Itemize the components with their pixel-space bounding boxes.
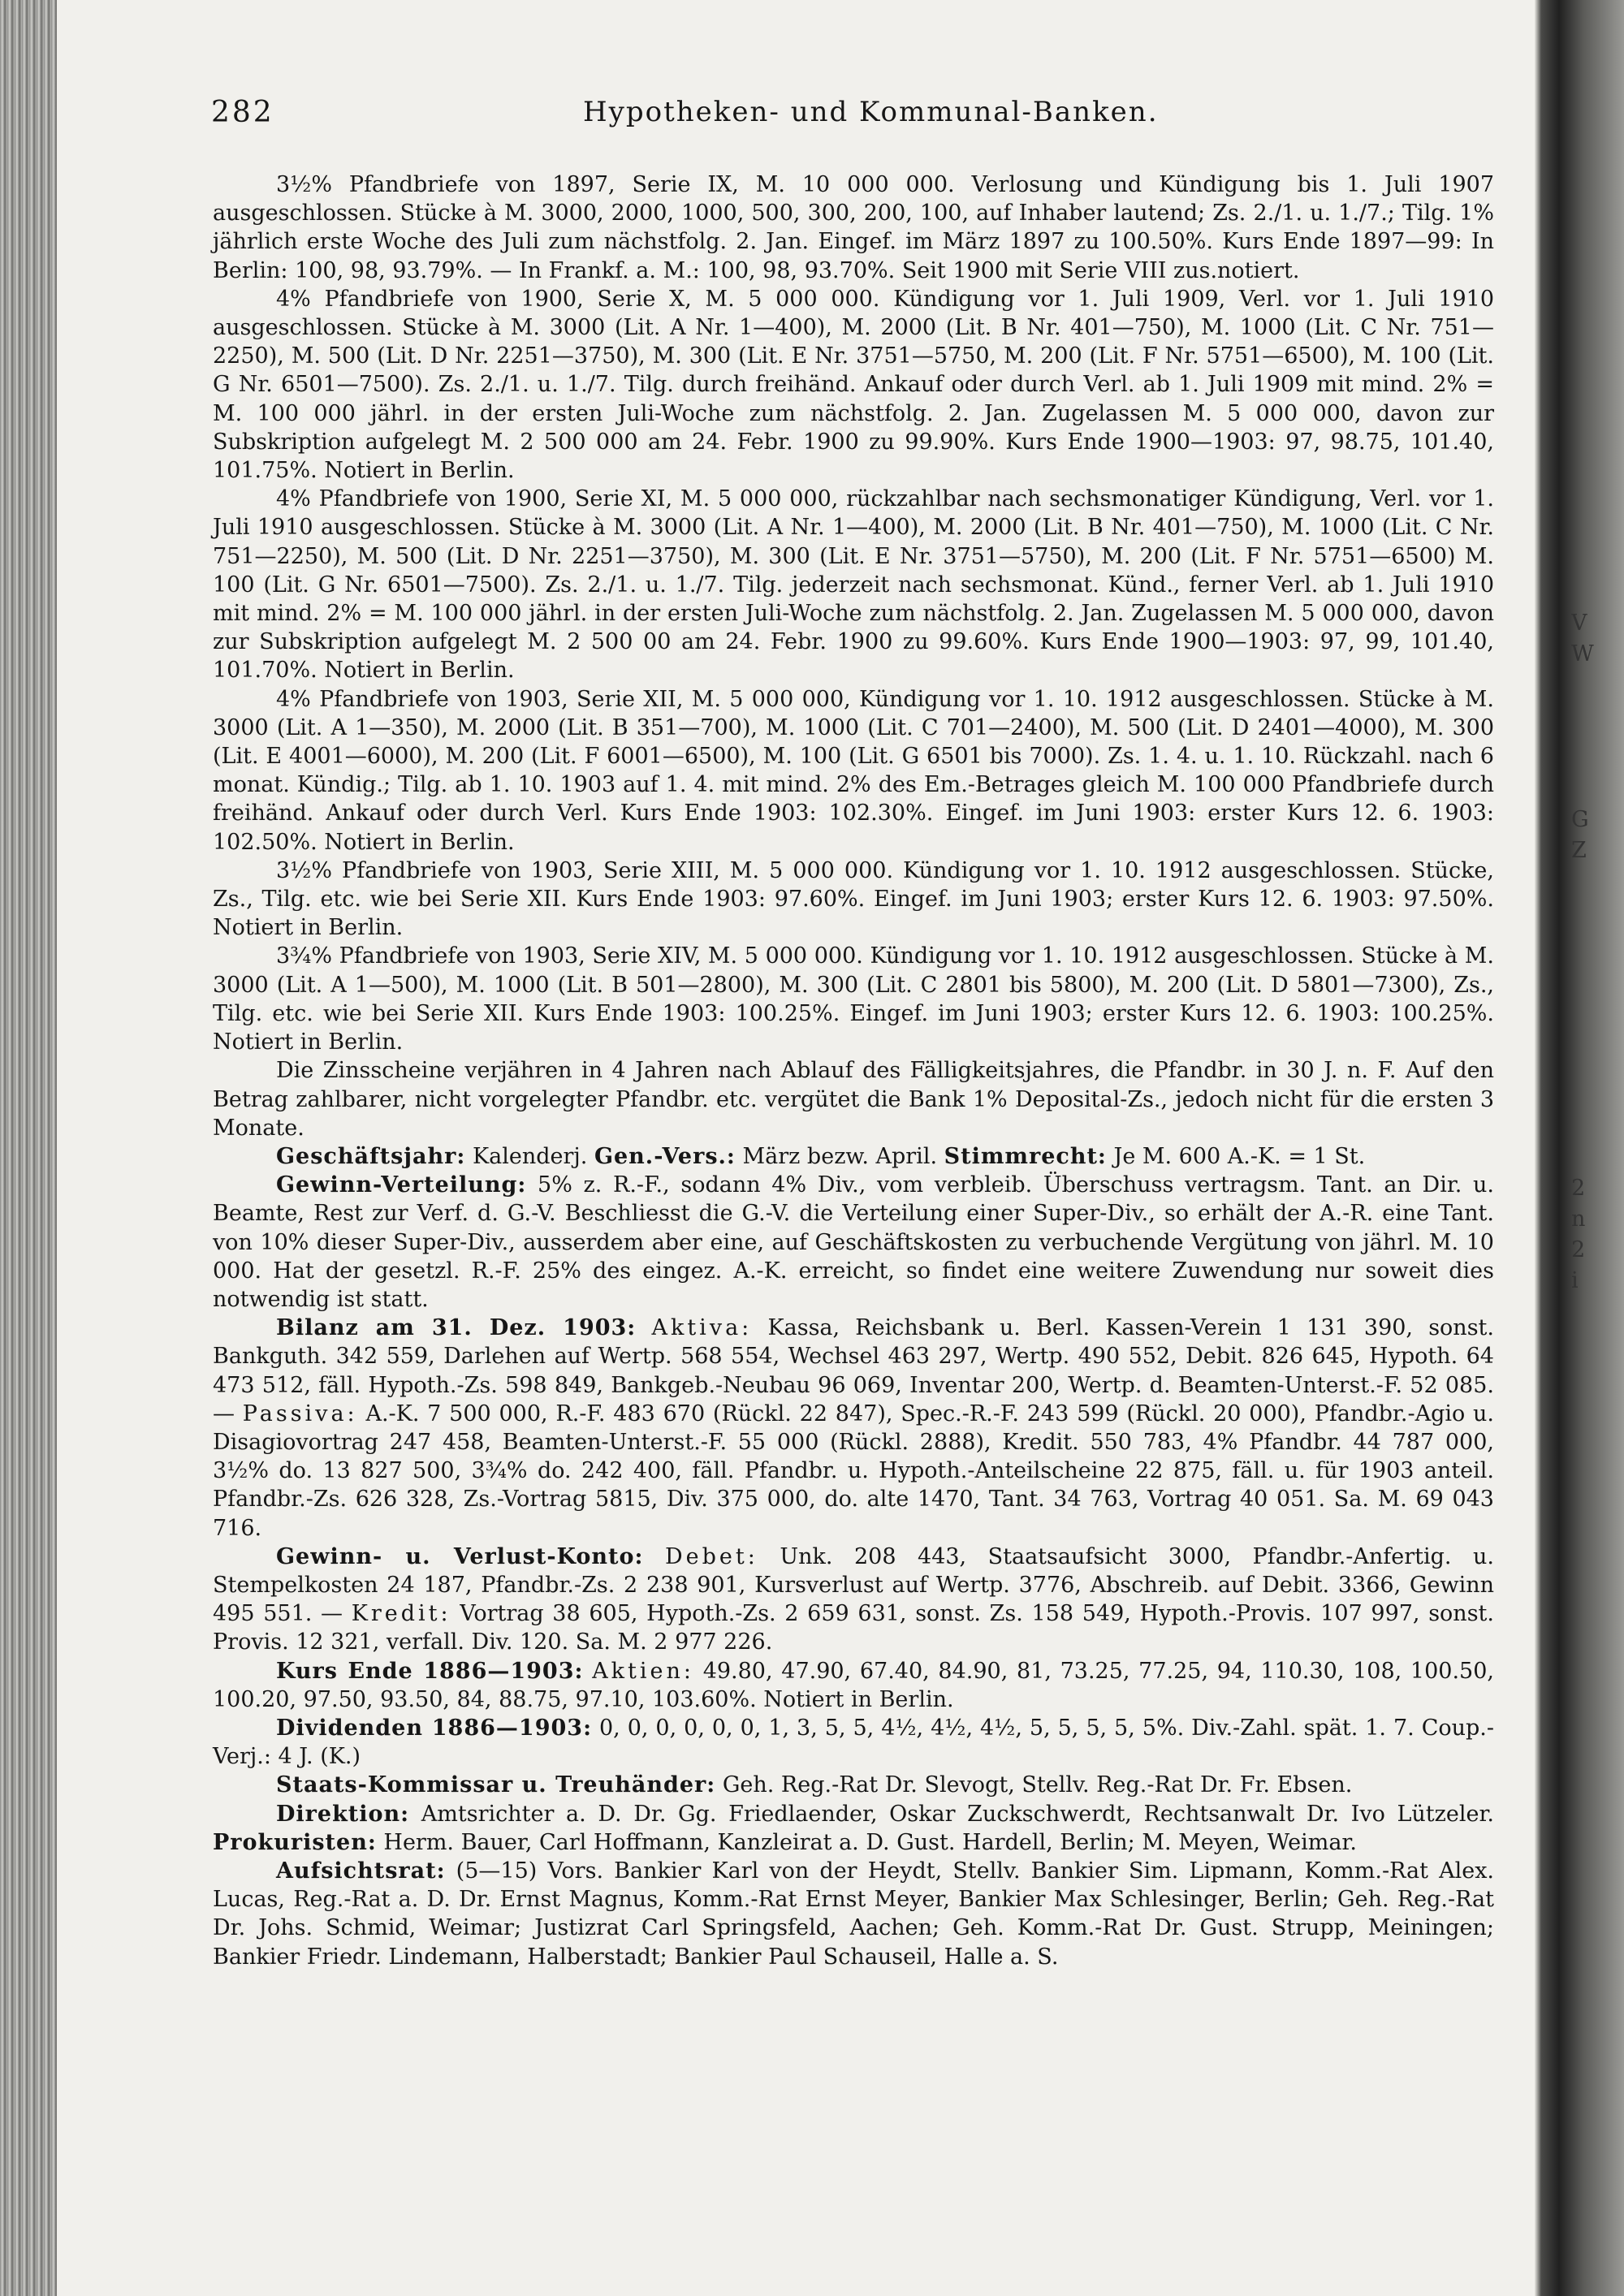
- paragraph: [213, 1714, 1494, 1771]
- paragraph: [213, 1800, 1494, 1857]
- text-run: 5% z. R.-F., sodann 4% Div., vom verbleib. Überschuss vertragsm. Tant. an Dir. u. Beamte, Rest zur Verf. d. G.-V. Beschliesst die G.-V. die Verteilung einer Super-Div., so erhält der A.-R. eine Tant. von 10% dieser Super-Div., ausserdem aber eine, auf Geschäftskosten zu verbuchende Vergütung von jährl. M. 10 000. Hat der gesetzl. R.-F. 25% des eingez. A.-K. erreicht, so findet eine weitere Zuwendung nur soweit dies notwendig ist statt.: [213, 1172, 1494, 1312]
- paragraph: [213, 1543, 1494, 1657]
- text-run: 49.80, 47.90, 67.40, 84.90, 81, 73.25, 77.25, 94, 110.30, 108, 100.50, 100.20, 97.50, 93.50, 84, 88.75, 97.10, 103.60%. Notiert in Berlin.: [213, 1658, 1494, 1712]
- spaced-label: Kredit:: [351, 1601, 451, 1627]
- paragraph: [213, 1771, 1494, 1799]
- section-label: Staats-Kommissar u. Treuhänder:: [276, 1772, 716, 1798]
- margin-fragment: G: [1571, 807, 1591, 832]
- text-run: [583, 1659, 592, 1684]
- running-title: Hypotheken- und Kommunal-Banken.: [583, 96, 1159, 128]
- spaced-label: Debet:: [665, 1543, 758, 1569]
- margin-fragment: n: [1571, 1206, 1587, 1232]
- text-run: Amtsrichter a. D. Dr. Gg. Friedlaender, Oskar Zuckschwerdt, Rechtsanwalt Dr. Ivo Lützeler.: [409, 1801, 1494, 1827]
- text-run: März bezw. April.: [735, 1143, 944, 1169]
- paragraph: 3¾% Pfandbriefe von 1903, Serie XIV, M. 5 000 000. Kündigung vor 1. 10. 1912 ausgeschlossen. Stücke à M. 3000 (Lit. A 1—500), M. 1000 (Lit. B 501—2800), M. 300 (Lit. C 2801 bis 5800), M. 200 (Lit. D 5801—7300), Zs., Tilg. etc. wie bei Serie XII. Kurs Ende 1903: 100.25%. Eingef. im Juni 1903; erster Kurs 12. 6. 1903: 100.25%. Notiert in Berlin.: [213, 943, 1494, 1055]
- page-number: 282: [211, 96, 274, 129]
- section-label: Prokuristen:: [213, 1829, 377, 1855]
- text-run: Herm. Bauer, Carl Hoffmann, Kanzleirat a. D. Gust. Hardell, Berlin; M. Meyen, Weimar.: [376, 1829, 1357, 1855]
- section-label: Aufsichtsrat:: [276, 1858, 446, 1884]
- text-run: A.-K. 7 500 000, R.-F. 483 670 (Rückl. 22 847), Spec.-R.-F. 243 599 (Rückl. 20 000), Pfandbr.-Agio u. Disagiovortrag 247 458, Beamten-Unterst.-F. 55 000 (Rückl. 2888), Kredit. 550 783, 4% Pfandbr. 44 787 000, 3½% do. 13 827 500, 3¾% do. 242 400, fäll. Pfandbr. u. Hypoth.-Anteilscheine 22 875, fäll. u. für 1903 anteil. Pfandbr.-Zs. 626 328, Zs.-Vortrag 5815, Div. 375 000, do. alte 1470, Tant. 34 763, Vortrag 40 051. Sa. M. 69 043 716.: [213, 1400, 1494, 1541]
- paragraph: [213, 1857, 1494, 1971]
- text-run: 0, 0, 0, 0, 0, 0, 1, 3, 5, 5, 4½, 4½, 4½, 5, 5, 5, 5, 5%. Div.-Zahl. spät. 1. 7. Coup.-Verj.: 4 J. (K.): [213, 1715, 1494, 1770]
- margin-fragment: W: [1571, 641, 1596, 667]
- body-text: [213, 170, 1494, 1971]
- paragraph: 4% Pfandbriefe von 1900, Serie X, M. 5 000 000. Kündigung vor 1. Juli 1909, Verl. vor 1. Juli 1910 ausgeschlossen. Stücke à M. 3000 (Lit. A Nr. 1—400), M. 2000 (Lit. B Nr. 401—750), M. 1000 (Lit. C Nr. 751—2250), M. 500 (Lit. D Nr. 2251—3750), M. 300 (Lit. E Nr. 3751—5750, M. 200 (Lit. F Nr. 5751—6500), M. 100 (Lit. G Nr. 6501—7500). Zs. 2./1. u. 1./7. Tilg. durch freihänd. Ankauf oder durch Verl. ab 1. Juli 1909 mit mind. 2% = M. 100 000 jährl. in der ersten Juli-Woche zum nächstfolg. 2. Jan. Zugelassen M. 5 000 000, davon zur Subskription aufgelegt M. 2 500 000 am 24. Febr. 1900 zu 99.90%. Kurs Ende 1900—1903: 97, 98.75, 101.40, 101.75%. Notiert in Berlin.: [213, 286, 1494, 484]
- text-run: Je M. 600 A.-K. = 1 St.: [1106, 1143, 1366, 1169]
- paragraph: 3½% Pfandbriefe von 1897, Serie IX, M. 10 000 000. Verlosung und Kündigung bis 1. Juli 1907 ausgeschlossen. Stücke à M. 3000, 2000, 1000, 500, 300, 200, 100, auf Inhaber lautend; Zs. 2./1. u. 1./7.; Tilg. 1% jährlich erste Woche des Juli zum nächstfolg. 2. Jan. Eingef. im März 1897 zu 100.50%. Kurs Ende 1897—99: In Berlin: 100, 98, 93.79%. — In Frankf. a. M.: 100, 98, 93.70%. Seit 1900 mit Serie VIII zus.notiert.: [213, 172, 1494, 283]
- paragraph: [213, 1314, 1494, 1543]
- margin-fragment: Z: [1571, 838, 1588, 863]
- text-run: Unk. 208 443, Staatsaufsicht 3000, Pfandbr.-Anfertig. u. Stempelkosten 24 187, Pfandbr.-Zs. 2 238 901, Kursverlust auf Wertp. 3776, Abschreib. auf Debit. 3366, Gewinn 495 551. —: [213, 1543, 1494, 1627]
- text-run: [636, 1315, 651, 1340]
- paragraph: [213, 1171, 1494, 1314]
- text-run: Kassa, Reichsbank u. Berl. Kassen-Verein 1 131 390, sonst. Bankguth. 342 559, Darlehen auf Wertp. 568 554, Wechsel 463 297, Wertp. 490 552, Debit. 826 645, Hypoth. 64 473 512, fäll. Hypoth.-Zs. 598 849, Bankgeb.-Neubau 96 069, Inventar 200, Wertp. d. Beamten-Unterst.-F. 52 085. —: [213, 1315, 1494, 1426]
- paragraph: [213, 1657, 1494, 1714]
- section-label: Geschäftsjahr:: [276, 1143, 466, 1169]
- section-label: Stimmrecht:: [944, 1143, 1107, 1169]
- spaced-label: Aktien:: [592, 1658, 694, 1684]
- paragraph: 3½% Pfandbriefe von 1903, Serie XIII, M. 5 000 000. Kündigung vor 1. 10. 1912 ausgeschlossen. Stücke, Zs., Tilg. etc. wie bei Serie XII. Kurs Ende 1903: 97.60%. Eingef. im Juni 1903; erster Kurs 12. 6. 1903: 97.50%. Notiert in Berlin.: [213, 857, 1494, 941]
- spaced-label: Aktiva:: [651, 1315, 753, 1341]
- text-run: (5—15) Vors. Bankier Karl von der Heydt, Stellv. Bankier Sim. Lipmann, Komm.-Rat Alex. Lucas, Reg.-Rat a. D. Dr. Ernst Magnus, Komm.-Rat Ernst Meyer, Bankier Max Schlesinger, Berlin; Geh. Reg.-Rat Dr. Johs. Schmid, Weimar; Justizrat Carl Springsfeld, Aachen; Geh. Komm.-Rat Dr. Gust. Strupp, Meiningen; Bankier Friedr. Lindemann, Halberstadt; Bankier Paul Schauseil, Halle a. S.: [213, 1858, 1494, 1970]
- section-label: Kurs Ende 1886—1903:: [276, 1658, 584, 1684]
- paragraph: [213, 1142, 1494, 1171]
- page-header: [211, 96, 1494, 136]
- section-label: Bilanz am 31. Dez. 1903:: [276, 1315, 637, 1341]
- section-label: Gen.-Vers.:: [594, 1143, 736, 1169]
- facing-page-edge: [1535, 0, 1624, 2296]
- margin-fragment: V: [1571, 611, 1589, 636]
- text-run: Vortrag 38 605, Hypoth.-Zs. 2 659 631, sonst. Zs. 158 549, Hypoth.-Provis. 107 997, sonst. Provis. 12 321, verfall. Div. 120. Sa. M. 2 977 226.: [213, 1601, 1494, 1655]
- section-label: Dividenden 1886—1903:: [276, 1715, 593, 1741]
- margin-fragment: 2: [1571, 1176, 1587, 1201]
- section-label: Direktion:: [276, 1801, 410, 1827]
- paragraph: 4% Pfandbriefe von 1903, Serie XII, M. 5 000 000, Kündigung vor 1. 10. 1912 ausgeschlossen. Stücke à M. 3000 (Lit. A 1—350), M. 2000 (Lit. B 351—700), M. 1000 (Lit. C 701—2400), M. 500 (Lit. D 2401—4000), M. 300 (Lit. E 4001—6000), M. 200 (Lit. F 6001—6500), M. 100 (Lit. G 6501 bis 7000). Zs. 1. 4. u. 1. 10. Rückzahl. nach 6 monat. Kündig.; Tilg. ab 1. 10. 1903 auf 1. 4. mit mind. 2% des Em.-Betrages gleich M. 100 000 Pfandbriefe durch freihänd. Ankauf oder durch Verl. Kurs Ende 1903: 102.30%. Eingef. im Juni 1903: erster Kurs 12. 6. 1903: 102.50%. Notiert in Berlin.: [213, 686, 1494, 855]
- paragraph: Die Zinsscheine verjähren in 4 Jahren nach Ablauf des Fälligkeitsjahres, die Pfandbr. in 30 J. n. F. Auf den Betrag zahlbarer, nicht vorgelegter Pfandbr. etc. vergütet die Bank 1% Deposital-Zs., jedoch nicht für die ersten 3 Monate.: [213, 1058, 1494, 1141]
- paragraph: 4% Pfandbriefe von 1900, Serie XI, M. 5 000 000, rückzahlbar nach sechsmonatiger Kündigung, Verl. vor 1. Juli 1910 ausgeschlossen. Stücke à M. 3000 (Lit. A Nr. 1—400), M. 2000 (Lit. B Nr. 401—750), M. 1000 (Lit. C Nr. 751—2250), M. 500 (Lit. D Nr. 2251—3750), M. 300 (Lit. E Nr. 3751—5750), M. 200 (Lit. F Nr. 5751—6500) M. 100 (Lit. G Nr. 6501—7500). Zs. 2./1. u. 1./7. Tilg. jederzeit nach sechsmonat. Künd., ferner Verl. ab 1. Juli 1910 mit mind. 2% = M. 100 000 jährl. in der ersten Juli-Woche zum nächstfolg. 2. Jan. Zugelassen M. 5 000 000, davon zur Subskription aufgelegt M. 2 500 00 am 24. Febr. 1900 zu 99.60%. Kurs Ende 1900—1903: 97, 99, 101.40, 101.70%. Notiert in Berlin.: [213, 486, 1494, 684]
- margin-fragment: i: [1571, 1268, 1580, 1293]
- section-label: Gewinn- u. Verlust-Konto:: [276, 1543, 644, 1569]
- spaced-label: Passiva:: [242, 1400, 358, 1426]
- text-run: Kalenderj.: [465, 1143, 594, 1169]
- text-run: [644, 1544, 666, 1569]
- section-label: Gewinn-Verteilung:: [276, 1172, 527, 1198]
- text-run: Geh. Reg.-Rat Dr. Slevogt, Stellv. Reg.-Rat Dr. Fr. Ebsen.: [715, 1772, 1353, 1798]
- book-binding-edge: [0, 0, 57, 2296]
- margin-fragment: 2: [1571, 1237, 1587, 1262]
